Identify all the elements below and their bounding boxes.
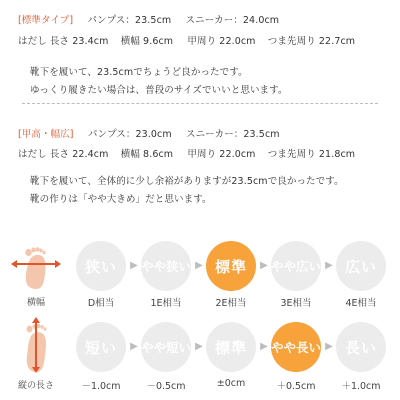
chevron-right-icon: ▶: [130, 260, 138, 271]
width-scale-option-3: やや広い: [271, 241, 321, 291]
length-scale-caption-4: ＋1.0cm: [341, 381, 381, 392]
high-sneaker-size: スニーカー：23.5cm: [185, 129, 280, 140]
width-scale-caption-0: D相当: [87, 298, 115, 309]
width-scale-option-4: 広い: [336, 241, 386, 291]
standard-line-1: [18, 12, 279, 26]
length-scale-option-4: 長い: [336, 322, 386, 372]
standard-sneaker-size: スニーカー：24.0cm: [185, 15, 280, 26]
chevron-right-icon: ▶: [260, 341, 268, 352]
high-type-label: [甲高・幅広]: [18, 129, 74, 140]
standard-line-2: [18, 33, 355, 47]
chevron-right-icon: ▶: [325, 260, 333, 271]
section-divider: [22, 103, 378, 104]
length-scale-label: 縦の長さ: [17, 381, 54, 391]
high-pumps-size: パンプス：23.0cm: [87, 129, 172, 140]
length-scale-option-2: 標準: [206, 322, 256, 372]
standard-comment-2: ゆっくり履きたい場合は、普段のサイズでいいと思います。: [30, 85, 288, 96]
length-scale-caption-3: ＋0.5cm: [276, 381, 316, 392]
length-scale-caption-2: ±0cm: [216, 378, 246, 389]
chevron-right-icon: ▶: [325, 341, 333, 352]
high-width: 横幅 8.6cm: [120, 149, 174, 160]
standard-comment-1: 靴下を履いて、23.5cmでちょうど良かったです。: [30, 67, 248, 78]
high-line-2: [18, 146, 355, 160]
length-scale-option-3: やや長い: [271, 322, 321, 372]
high-toe: つま先周り 21.8cm: [267, 149, 356, 160]
width-scale-caption-2: 2E相当: [215, 298, 247, 309]
high-instep: 甲周り 22.0cm: [187, 149, 256, 160]
length-scale-caption-1: －0.5cm: [146, 381, 186, 392]
standard-barefoot-length: はだし 長さ 23.4cm: [18, 36, 109, 47]
chevron-right-icon: ▶: [260, 260, 268, 271]
high-comment-2: 靴の作りは「やや大きめ」だと思います。: [30, 194, 212, 205]
high-comment-1: 靴下を履いて、全体的に少し余裕がありますが23.5cmで良かったです。: [30, 176, 344, 187]
width-scale-option-2: 標準: [206, 241, 256, 291]
high-line-1: [18, 126, 280, 140]
high-barefoot-length: はだし 長さ 22.4cm: [18, 149, 109, 160]
width-scale-label: 横幅: [26, 298, 45, 308]
length-scale-caption-0: －1.0cm: [81, 381, 121, 392]
standard-width: 横幅 9.6cm: [120, 36, 174, 47]
chevron-right-icon: ▶: [130, 341, 138, 352]
foot-width-arrow-icon: [10, 245, 62, 291]
standard-toe: つま先周り 22.7cm: [267, 36, 356, 47]
width-scale-caption-3: 3E相当: [280, 298, 312, 309]
standard-pumps-size: パンプス：23.5cm: [87, 15, 172, 26]
standard-instep: 甲周り 22.0cm: [187, 36, 256, 47]
foot-length-arrow-icon: [18, 316, 54, 374]
chevron-right-icon: ▶: [195, 260, 203, 271]
standard-type-label: [標準タイプ]: [18, 15, 74, 26]
length-scale-option-1: やや短い: [141, 322, 191, 372]
width-scale-option-1: やや狭い: [141, 241, 191, 291]
chevron-right-icon: ▶: [195, 341, 203, 352]
width-scale-caption-1: 1E相当: [150, 298, 182, 309]
length-scale-option-0: 短い: [76, 322, 126, 372]
width-scale-option-0: 狭い: [76, 241, 126, 291]
width-scale-caption-4: 4E相当: [345, 298, 377, 309]
